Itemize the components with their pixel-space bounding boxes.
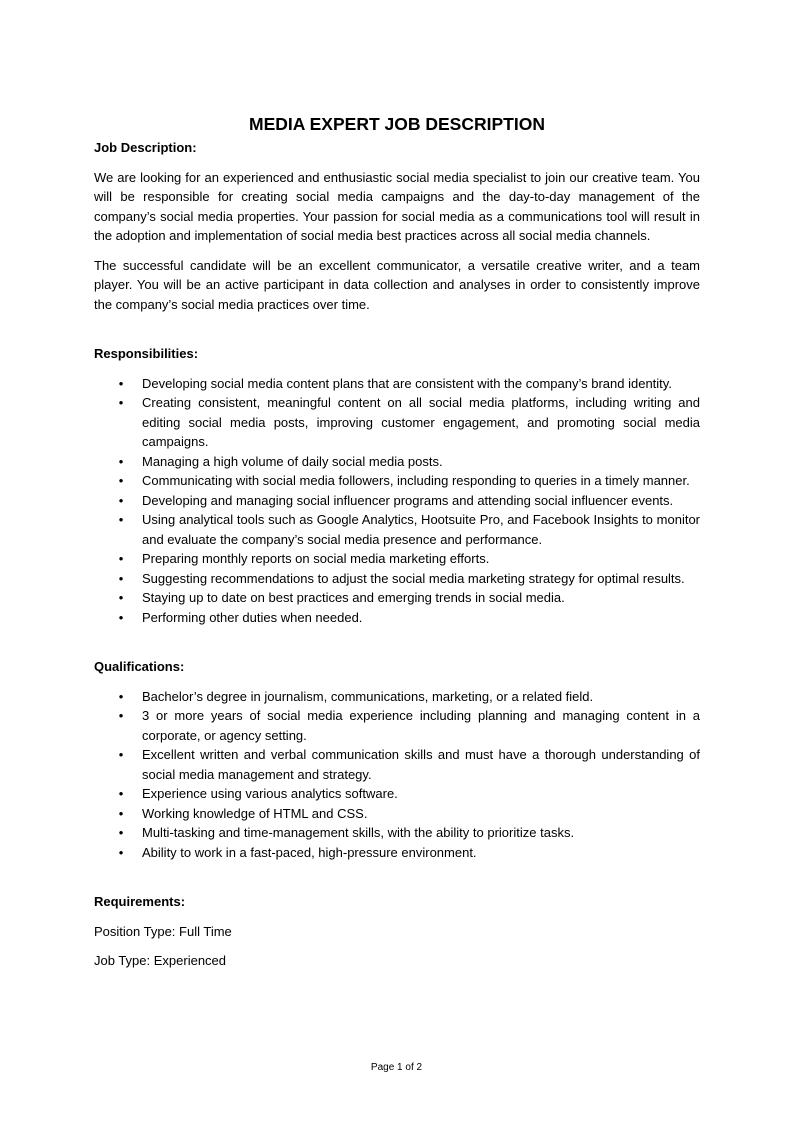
bullet-icon: • bbox=[118, 590, 124, 605]
bullet-icon: • bbox=[118, 688, 124, 704]
responsibilities-list bbox=[94, 374, 700, 628]
bullet-icon: • bbox=[118, 844, 124, 860]
requirements-heading: Requirements: bbox=[94, 894, 186, 909]
list-item bbox=[94, 588, 700, 608]
list-item bbox=[94, 687, 700, 707]
qualifications-list bbox=[94, 687, 700, 863]
list-item-text: Preparing monthly reports on social media marketing efforts. bbox=[142, 551, 490, 566]
bullet-icon: • bbox=[118, 570, 124, 586]
list-item bbox=[94, 452, 700, 472]
position-type: Position Type: Full Time bbox=[94, 923, 232, 939]
bullet-icon: • bbox=[118, 708, 124, 723]
bullet-icon: • bbox=[118, 512, 124, 527]
list-item-text: Ability to work in a fast-paced, high-pressure environment. bbox=[142, 844, 477, 860]
list-item bbox=[94, 569, 700, 589]
qualifications-heading: Qualifications: bbox=[94, 659, 185, 674]
list-item bbox=[94, 510, 700, 549]
list-item bbox=[94, 843, 700, 863]
document-page bbox=[94, 113, 700, 971]
bullet-icon: • bbox=[118, 453, 124, 469]
list-item bbox=[94, 491, 700, 511]
job-description-paragraph: We are looking for an experienced and enthusiastic social media specialist to join our creative team. You will be responsible for creating social media campaigns and the day-to-day management of the company’s social media properties. Your passion for social media as a communications tool will result in the adoption and implementation of social media best practices across all social media channels. bbox=[94, 169, 700, 243]
document-title: MEDIA EXPERT JOB DESCRIPTION bbox=[249, 114, 545, 134]
list-item-text: Using analytical tools such as Google Analytics, Hootsuite Pro, and Facebook Insights to monitor and evaluate the company’s social media presence and performance. bbox=[142, 512, 700, 547]
list-item bbox=[94, 823, 700, 843]
list-item bbox=[94, 804, 700, 824]
list-item-text: Multi-tasking and time-management skills, with the ability to prioritize tasks. bbox=[142, 825, 575, 840]
list-item-text: Staying up to date on best practices and emerging trends in social media. bbox=[142, 590, 565, 605]
bullet-icon: • bbox=[118, 786, 124, 801]
bullet-icon: • bbox=[118, 395, 124, 410]
list-item bbox=[94, 745, 700, 784]
bullet-icon: • bbox=[118, 747, 124, 762]
list-item-text: Experience using various analytics software. bbox=[142, 786, 398, 801]
responsibilities-heading: Responsibilities: bbox=[94, 346, 199, 361]
bullet-icon: • bbox=[118, 375, 124, 391]
list-item bbox=[94, 471, 700, 491]
job-description-heading: Job Description: bbox=[94, 140, 197, 155]
list-item-text: Creating consistent, meaningful content on all social media platforms, including writing and editing social media posts, improving customer engagement, and promoting social media campaigns. bbox=[142, 395, 700, 449]
list-item-text: Bachelor’s degree in journalism, communications, marketing, or a related field. bbox=[142, 688, 594, 704]
list-item bbox=[94, 374, 700, 394]
bullet-icon: • bbox=[118, 492, 124, 508]
list-item bbox=[94, 393, 700, 452]
page-number-footer: Page 1 of 2 bbox=[370, 1062, 423, 1073]
bullet-icon: • bbox=[118, 825, 124, 840]
list-item-text: Working knowledge of HTML and CSS. bbox=[142, 805, 368, 821]
list-item bbox=[94, 549, 700, 569]
list-item-text: Suggesting recommendations to adjust the social media marketing strategy for optimal results. bbox=[142, 570, 685, 586]
list-item-text: Developing social media content plans that are consistent with the company’s brand identity. bbox=[142, 375, 672, 391]
bullet-icon: • bbox=[118, 609, 124, 625]
list-item-text: 3 or more years of social media experience including planning and managing content in a corporate, or agency setting. bbox=[142, 708, 700, 743]
list-item-text: Developing and managing social influencer programs and attending social influencer events. bbox=[142, 492, 674, 508]
list-item-text: Managing a high volume of daily social media posts. bbox=[142, 453, 443, 469]
list-item-text: Performing other duties when needed. bbox=[142, 609, 363, 625]
list-item bbox=[94, 608, 700, 628]
list-item-text: Excellent written and verbal communication skills and must have a thorough understanding of social media management and strategy. bbox=[142, 747, 700, 782]
job-description-paragraph: The successful candidate will be an excellent communicator, a versatile creative writer, and a team player. You will be an active participant in data collection and analyses in order to consistently improve the company’s social media practices over time. bbox=[94, 257, 700, 312]
list-item bbox=[94, 706, 700, 745]
bullet-icon: • bbox=[118, 551, 124, 566]
list-item-text: Communicating with social media followers, including responding to queries in a timely manner. bbox=[142, 473, 690, 488]
bullet-icon: • bbox=[118, 805, 124, 821]
bullet-icon: • bbox=[118, 473, 124, 488]
list-item bbox=[94, 784, 700, 804]
job-type: Job Type: Experienced bbox=[94, 953, 227, 968]
